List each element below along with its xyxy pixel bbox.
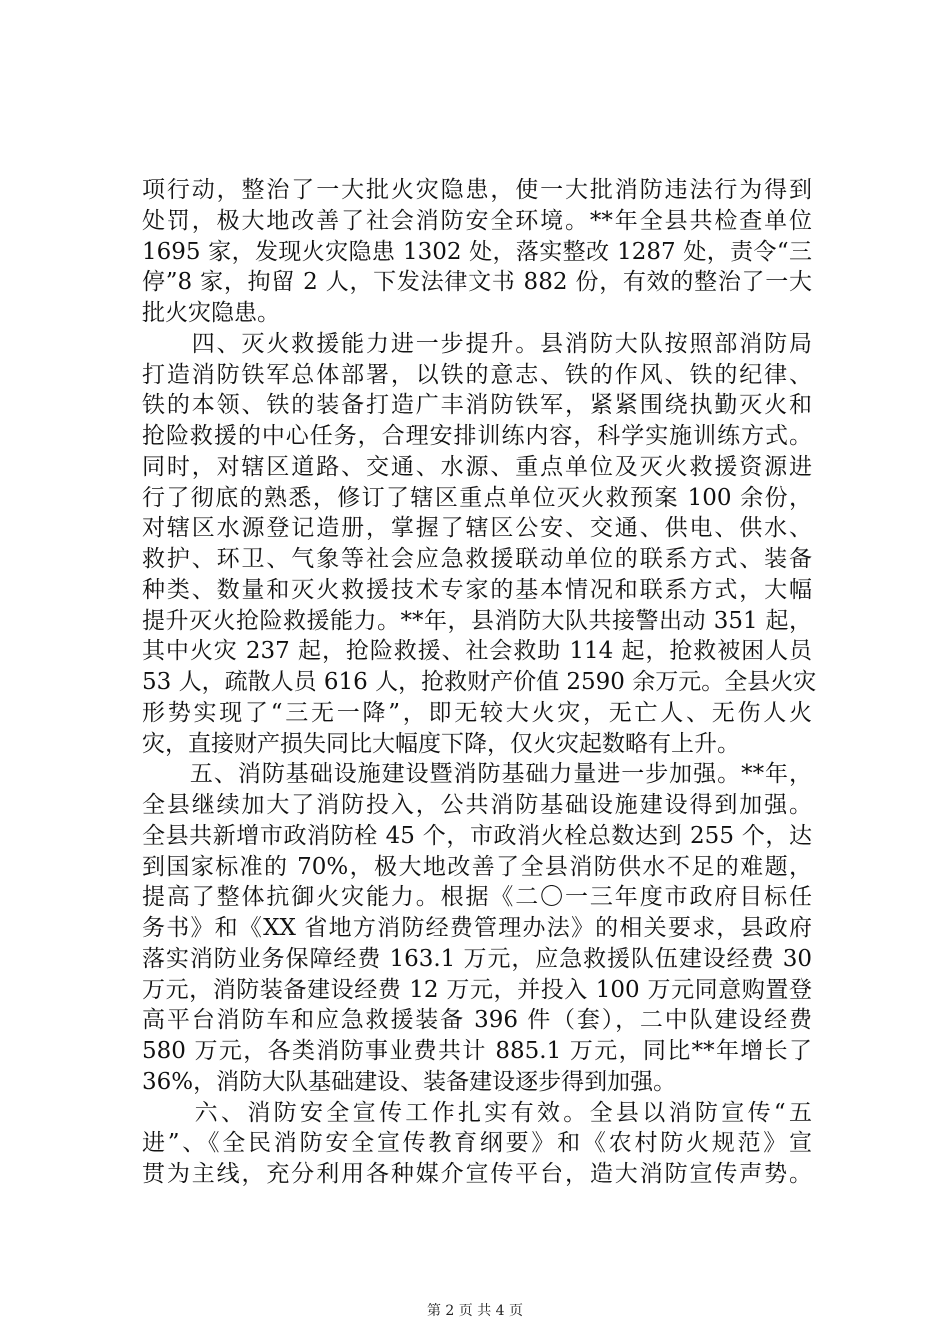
text-line: 灾，直接财产损失同比大幅度下降，仅火灾起数略有上升。 — [142, 731, 740, 757]
text-line: 救护、环卫、气象等社会应急救援联动单位的联系方式、装备 — [142, 546, 812, 572]
text-line: 进”、《全民消防安全宣传教育纲要》和《农村防火规范》宣 — [142, 1130, 812, 1156]
text-line: 务书》和《XX 省地方消防经费管理办法》的相关要求，县政府 — [142, 915, 812, 941]
text-line: 批火灾隐患。 — [142, 300, 280, 326]
text-line: 落实消防业务保障经费 163.1 万元，应急救援队伍建设经费 30 — [142, 946, 812, 972]
text-line: 到国家标准的 70%，极大地改善了全县消防供水不足的难题， — [142, 854, 812, 880]
text-line: 抢险救援的中心任务，合理安排训练内容，科学实施训练方式。 — [142, 423, 812, 449]
text-line: 五、消防基础设施建设暨消防基础力量进一步加强。**年， — [142, 761, 812, 787]
text-line: 提高了整体抗御火灾能力。根据《二〇一三年度市政府目标任 — [142, 884, 812, 910]
text-line: 对辖区水源登记造册，掌握了辖区公安、交通、供电、供水、 — [142, 515, 812, 541]
page-footer: 第 2 页 共 4 页 — [426, 1303, 524, 1319]
text-line: 万元，消防装备建设经费 12 万元，并投入 100 万元同意购置登 — [142, 977, 812, 1003]
text-line: 四、灭火救援能力进一步提升。县消防大队按照部消防局 — [142, 331, 812, 357]
text-line: 580 万元，各类消防事业费共计 885.1 万元，同比**年增长了 — [142, 1038, 812, 1064]
text-line: 全县共新增市政消防栓 45 个，市政消火栓总数达到 255 个，达 — [142, 823, 812, 849]
text-line: 贯为主线，充分利用各种媒介宣传平台，造大消防宣传声势。 — [142, 1161, 812, 1187]
text-line: 36%，消防大队基础建设、装备建设逐步得到加强。 — [142, 1069, 677, 1095]
text-line: 六、消防安全宣传工作扎实有效。全县以消防宣传“五 — [142, 1100, 812, 1126]
text-line: 53 人，疏散人员 616 人，抢救财产价值 2590 余万元。全县火灾 — [142, 669, 817, 695]
text-line: 形势实现了“三无一降”，即无较大火灾，无亡人、无伤人火 — [142, 700, 812, 726]
text-line: 其中火灾 237 起，抢险救援、社会救助 114 起，抢救被困人员 — [142, 638, 812, 664]
text-line: 全县继续加大了消防投入，公共消防基础设施建设得到加强。 — [142, 792, 812, 818]
text-line: 同时，对辖区道路、交通、水源、重点单位及灭火救援资源进 — [142, 454, 812, 480]
text-line: 种类、数量和灭火救援技术专家的基本情况和联系方式，大幅 — [142, 577, 812, 603]
text-line: 停”8 家，拘留 2 人，下发法律文书 882 份，有效的整治了一大 — [142, 269, 812, 295]
text-line: 提升灭火抢险救援能力。**年，县消防大队共接警出动 351 起， — [142, 608, 812, 634]
text-line: 处罚，极大地改善了社会消防安全环境。**年全县共检查单位 — [142, 208, 812, 234]
text-line: 铁的本领、铁的装备打造广丰消防铁军，紧紧围绕执勤灭火和 — [142, 392, 812, 418]
text-line: 打造消防铁军总体部署，以铁的意志、铁的作风、铁的纪律、 — [142, 362, 812, 388]
text-line: 行了彻底的熟悉，修订了辖区重点单位灭火救预案 100 余份， — [142, 485, 812, 511]
text-line: 项行动，整治了一大批火灾隐患，使一大批消防违法行为得到 — [142, 177, 812, 203]
text-line: 高平台消防车和应急救援装备 396 件（套），二中队建设经费 — [142, 1007, 812, 1033]
text-line: 1695 家，发现火灾隐患 1302 处，落实整改 1287 处，责令“三 — [142, 239, 812, 265]
